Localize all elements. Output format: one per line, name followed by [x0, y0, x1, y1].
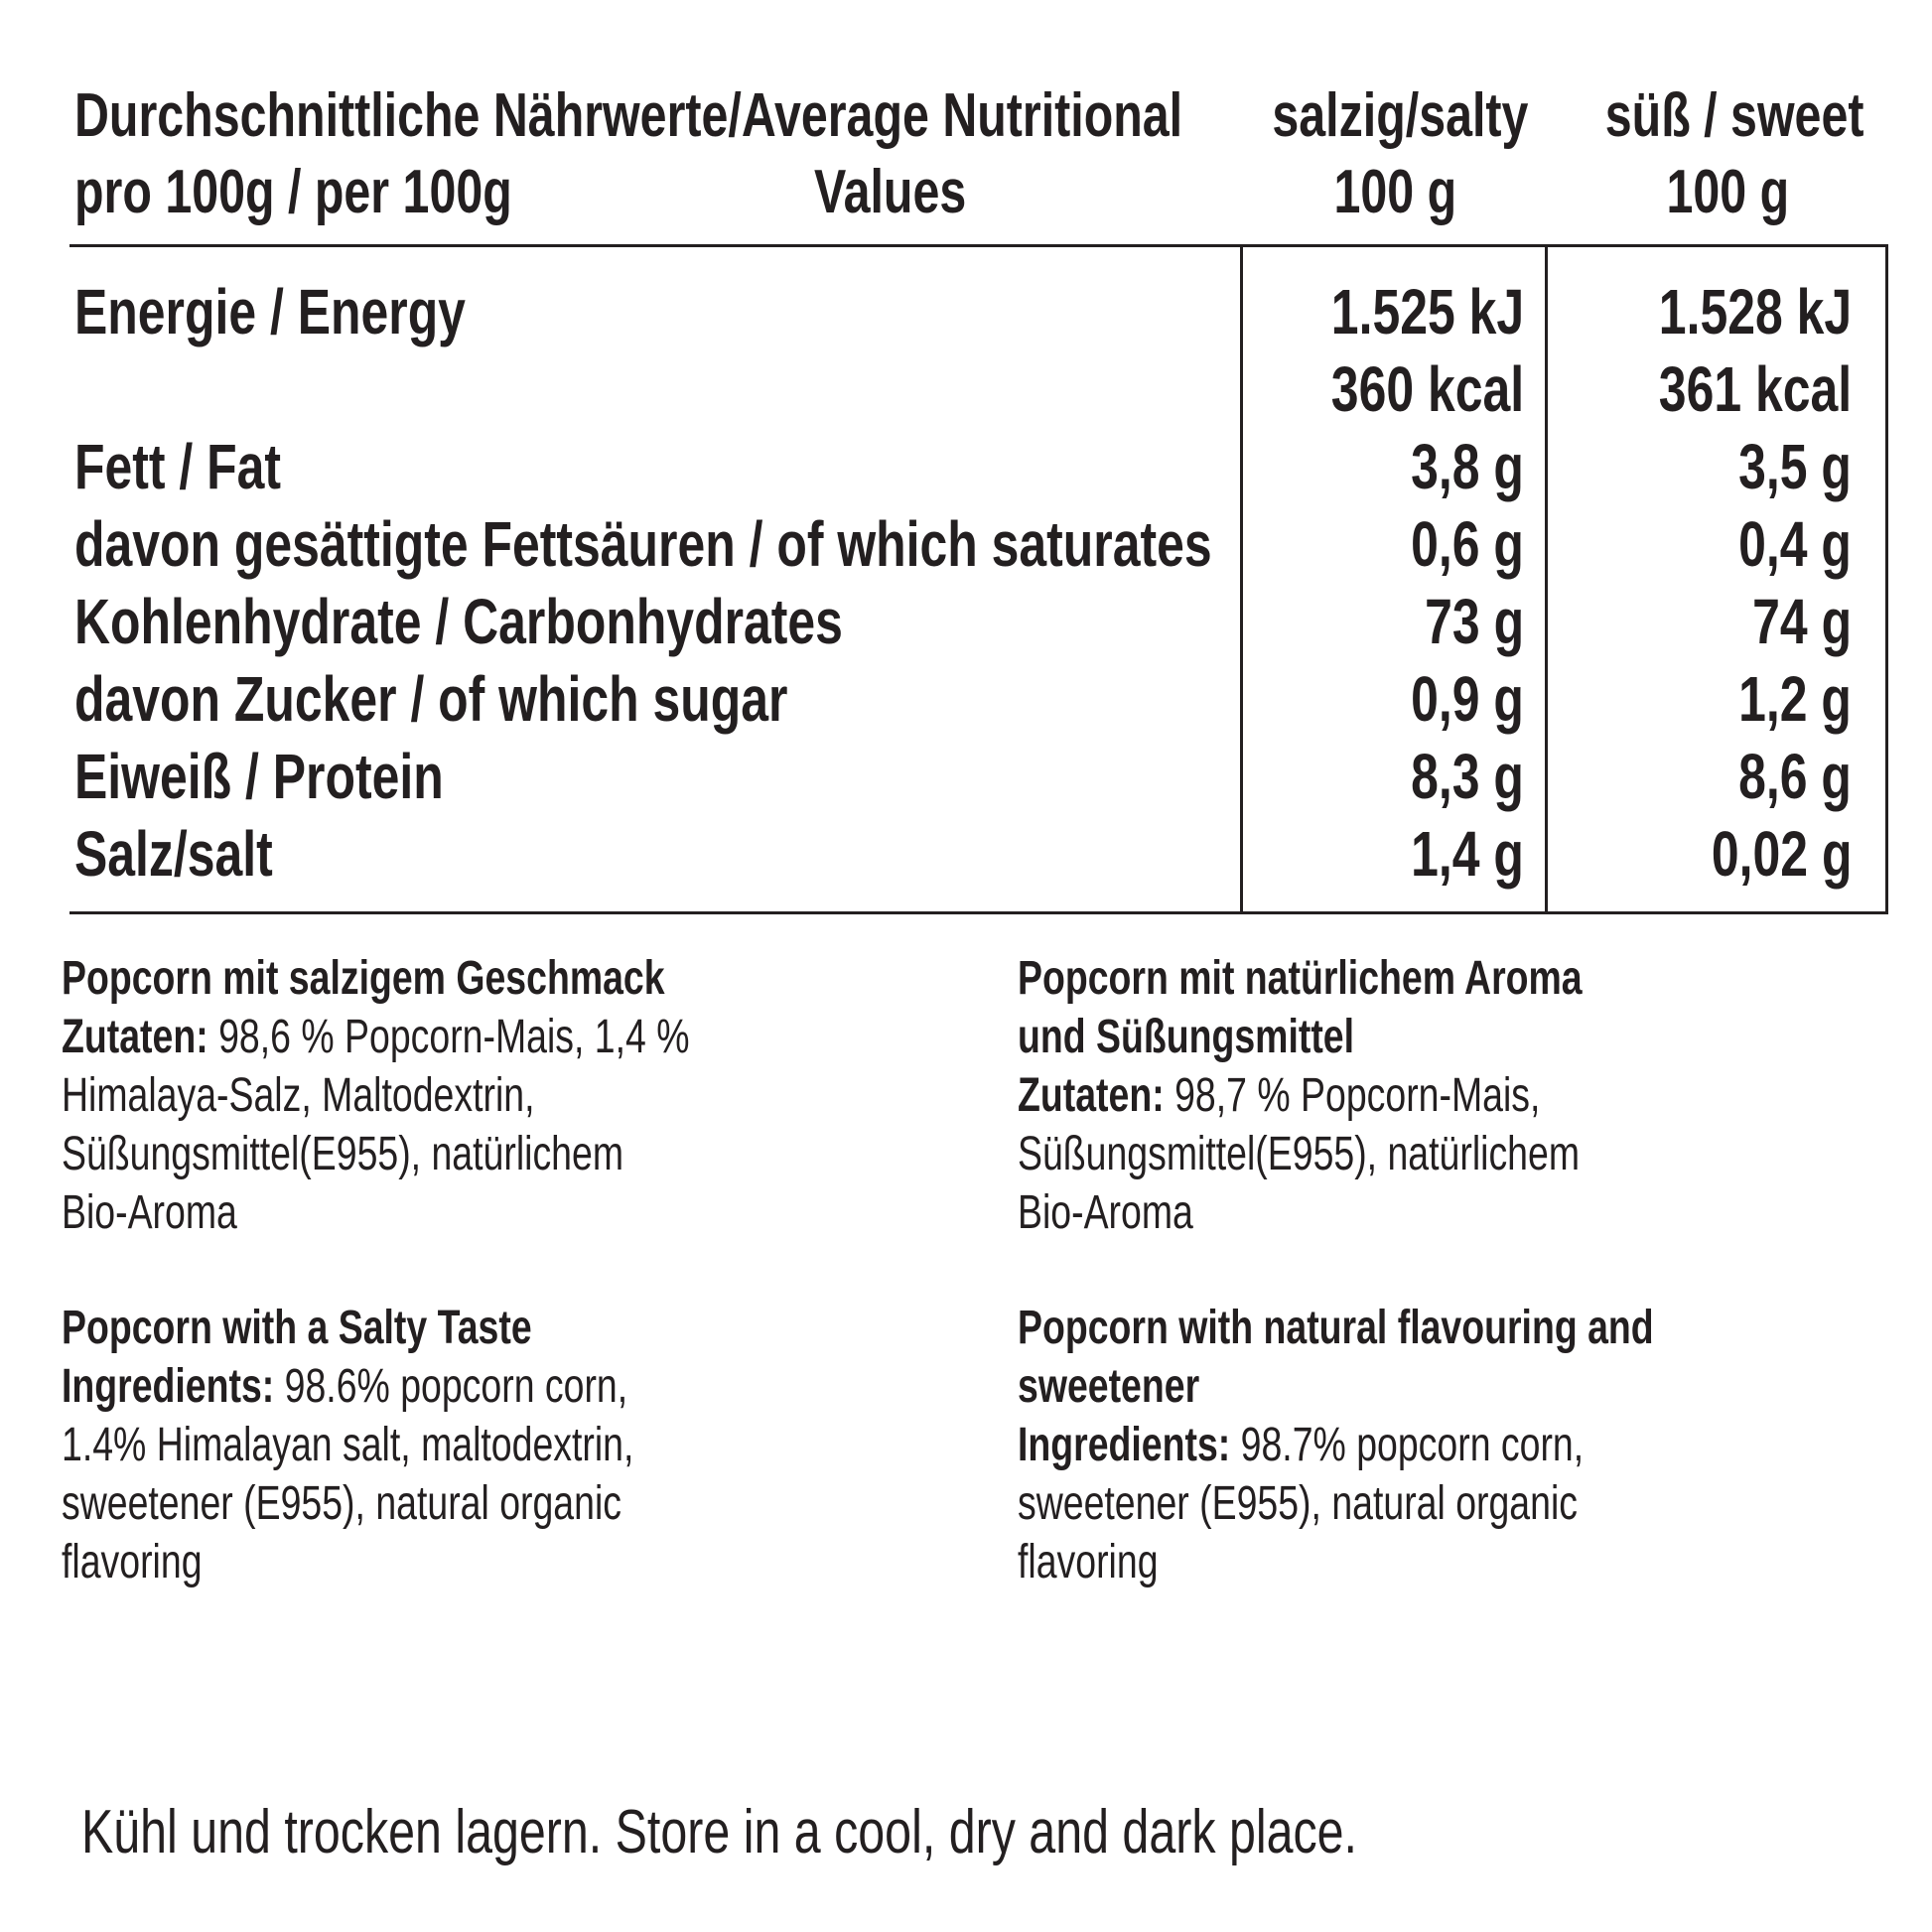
row-label-carbohydrates: Kohlenhydrate / Carbonhydrates	[74, 586, 843, 657]
value-energy-kj-salty: 1.525 kJ	[1330, 276, 1524, 347]
value-energy-kj-sweet: 1.528 kJ	[1658, 276, 1852, 347]
table-divider-sweet	[1545, 244, 1548, 914]
value-carbohydrates-sweet: 74 g	[1752, 586, 1852, 657]
ingredients-en-sweet-line2: sweetener (E955), natural organic	[1018, 1477, 1579, 1530]
table-bottom-border	[69, 911, 1888, 914]
ingredients-en-sweet	[1018, 1299, 1833, 1591]
ingredients-en-salty	[62, 1299, 795, 1591]
ingredients-de-sweet-line3: Bio-Aroma	[1018, 1186, 1193, 1239]
ingredients-en-salty-line2: 1.4% Himalayan salt, maltodextrin,	[62, 1419, 634, 1471]
value-energy-kcal-sweet: 361 kcal	[1658, 353, 1852, 425]
value-protein-sweet: 8,6 g	[1738, 741, 1852, 812]
column-unit-sweet: 100 g	[1666, 158, 1789, 226]
row-label-fat: Fett / Fat	[74, 431, 281, 502]
ingredients-de-salty-title: Popcorn mit salzigem Geschmack	[62, 952, 665, 1005]
value-saturates-salty: 0,6 g	[1411, 508, 1524, 580]
ingredients-en-sweet-title1: Popcorn with natural flavouring and	[1018, 1302, 1654, 1354]
ingredients-en-salty-title: Popcorn with a Salty Taste	[62, 1302, 532, 1354]
storage-instructions: Kühl und trocken lagern. Store in a cool, dry and dark place.	[81, 1798, 1357, 1866]
ingredients-de-sweet-title1: Popcorn mit natürlichem Aroma	[1018, 952, 1583, 1005]
value-sugar-sweet: 1,2 g	[1738, 663, 1852, 735]
row-label-sugar: davon Zucker / of which sugar	[74, 663, 788, 735]
ingredients-en-sweet-title2: sweetener	[1018, 1360, 1200, 1413]
column-unit-salty: 100 g	[1333, 158, 1456, 226]
value-saturates-sweet: 0,4 g	[1738, 508, 1852, 580]
ingredients-en-sweet-line3: flavoring	[1018, 1536, 1159, 1588]
ingredients-en-salty-line1: Ingredients: 98.6% popcorn corn,	[62, 1360, 628, 1413]
value-energy-kcal-salty: 360 kcal	[1330, 353, 1524, 425]
ingredients-de-salty	[62, 949, 867, 1242]
value-sugar-salty: 0,9 g	[1411, 663, 1524, 735]
value-carbohydrates-salty: 73 g	[1425, 586, 1524, 657]
ingredients-de-salty-line3: Süßungsmittel(E955), natürlichem	[62, 1128, 624, 1180]
column-header-sweet: süß / sweet	[1604, 81, 1864, 150]
ingredients-de-sweet-line1: Zutaten: 98,7 % Popcorn-Mais,	[1018, 1069, 1541, 1122]
ingredients-de-salty-line2: Himalaya-Salz, Maltodextrin,	[62, 1069, 535, 1122]
ingredients-en-sweet-line1: Ingredients: 98.7% popcorn corn,	[1018, 1419, 1585, 1471]
table-top-border	[69, 244, 1888, 247]
value-fat-salty: 3,8 g	[1411, 431, 1524, 502]
header-label-line1: Durchschnittliche Nährwerte/Average Nutritional	[74, 81, 1183, 150]
row-label-protein: Eiweiß / Protein	[74, 741, 444, 812]
column-header-salty: salzig/salty	[1272, 81, 1529, 150]
ingredients-de-sweet-title2: und Süßungsmittel	[1018, 1011, 1355, 1063]
row-label-energy: Energie / Energy	[74, 276, 466, 347]
header-label-line2: pro 100g / per 100g	[74, 158, 512, 226]
ingredients-en-salty-line4: flavoring	[62, 1536, 203, 1588]
value-fat-sweet: 3,5 g	[1738, 431, 1852, 502]
row-label-saturates: davon gesättigte Fettsäuren / of which saturates	[74, 508, 1212, 580]
ingredients-de-sweet-line2: Süßungsmittel(E955), natürlichem	[1018, 1128, 1581, 1180]
ingredients-de-sweet	[1018, 949, 1741, 1242]
value-protein-salty: 8,3 g	[1411, 741, 1524, 812]
header-label-values: Values	[814, 158, 967, 226]
row-label-salt: Salz/salt	[74, 818, 273, 890]
value-salt-sweet: 0,02 g	[1711, 818, 1852, 890]
ingredients-de-salty-line1: Zutaten: 98,6 % Popcorn-Mais, 1,4 %	[62, 1011, 690, 1063]
table-right-border	[1885, 244, 1888, 914]
ingredients-en-salty-line3: sweetener (E955), natural organic	[62, 1477, 622, 1530]
value-salt-salty: 1,4 g	[1411, 818, 1524, 890]
ingredients-de-salty-line4: Bio-Aroma	[62, 1186, 237, 1239]
